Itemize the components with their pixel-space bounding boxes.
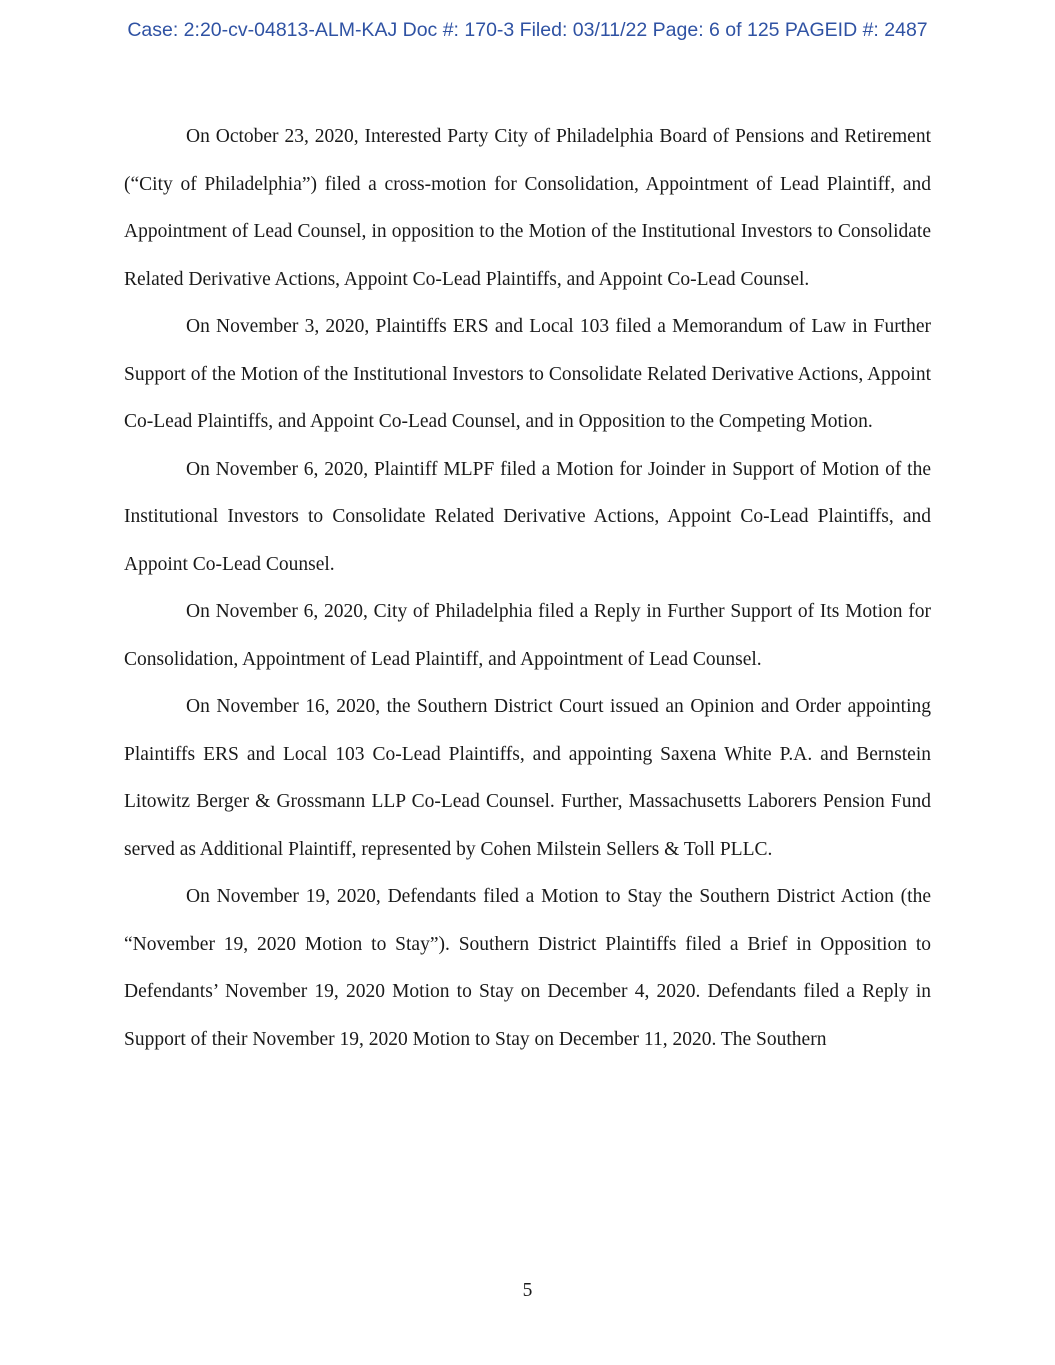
paragraph-1: On October 23, 2020, Interested Party City of Philadelphia Board of Pensions and Retirement (“City of Philadelphia”) filed a cross-motion for Consolidation, Appointment of Lead Plaintiff, and Appointment of Lead Counsel, in opposition to the Motion of the Institutional Investors to Consolidate Related Derivative Actions, Appoint Co-Lead Plaintiffs, and Appoint Co-Lead Counsel.: [124, 126, 931, 290]
page-number: 5: [522, 1280, 533, 1301]
case-header: Case: 2:20-cv-04813-ALM-KAJ Doc #: 170-3 Filed: 03/11/22 Page: 6 of 125 PAGEID #: 2487: [127, 19, 928, 41]
paragraph-3: On November 6, 2020, Plaintiff MLPF filed a Motion for Joinder in Support of Motion of the Institutional Investors to Consolidate Related Derivative Actions, Appoint Co-Lead Plaintiffs, and Appoint Co-Lead Counsel.: [124, 458, 931, 575]
paragraph-2: On November 3, 2020, Plaintiffs ERS and Local 103 filed a Memorandum of Law in Further Support of the Motion of the Institutional Investors to Consolidate Related Derivative Actions, Appoint Co-Lead Plaintiffs, and Appoint Co-Lead Counsel, and in Opposition to the Competing Motion.: [124, 316, 931, 432]
document-body: [124, 113, 931, 1063]
paragraph-6: On November 19, 2020, Defendants filed a Motion to Stay the Southern District Action (the “November 19, 2020 Motion to Stay”). Southern District Plaintiffs filed a Brief in Opposition to Defendants’ November 19, 2020 Motion to Stay on December 4, 2020. Defendants filed a Reply in Support of their November 19, 2020 Motion to Stay on December 11, 2020. The Southern: [124, 886, 931, 1050]
paragraph-5: On November 16, 2020, the Southern District Court issued an Opinion and Order appointing Plaintiffs ERS and Local 103 Co-Lead Plaintiffs, and appointing Saxena White P.A. and Bernstein Litowitz Berger & Grossmann LLP Co-Lead Counsel. Further, Massachusetts Laborers Pension Fund served as Additional Plaintiff, represented by Cohen Milstein Sellers & Toll PLLC.: [124, 696, 931, 860]
paragraph-4: On November 6, 2020, City of Philadelphia filed a Reply in Further Support of Its Motion for Consolidation, Appointment of Lead Plaintiff, and Appointment of Lead Counsel.: [124, 601, 931, 670]
